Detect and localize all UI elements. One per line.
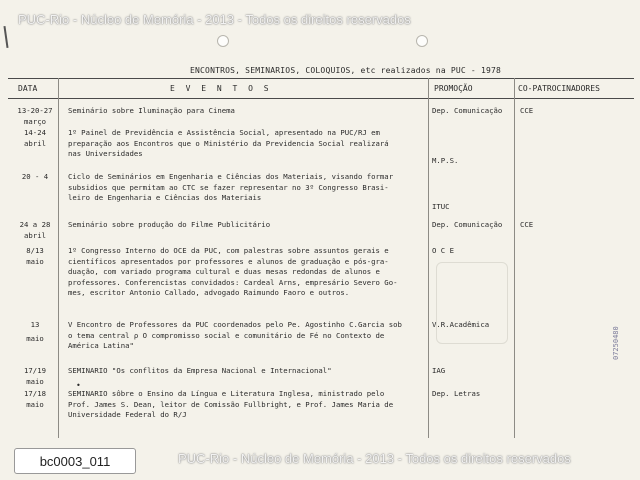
column-divider-promotion: [428, 78, 429, 438]
row-date: 14-24: [24, 128, 46, 137]
row-date: maio: [26, 399, 44, 409]
row-event-line: o tema central ρ O compromisso social e comunitário de Fé no Contexto de: [68, 330, 385, 340]
row-sponsor: CCE: [520, 106, 534, 115]
row-date: maio: [26, 334, 44, 343]
header-top-rule: [8, 78, 634, 79]
document-title: ENCONTROS, SEMINARIOS, COLOQUIOS, etc realizados na PUC - 1978: [190, 66, 502, 75]
punch-hole-right: [416, 35, 428, 47]
row-sponsor: CCE: [520, 220, 534, 229]
watermark-bottom: PUC-Rio - Núcleo de Memória - 2013 - Todos os direitos reservados: [178, 451, 571, 466]
row-promotion: Dep. Letras: [432, 389, 481, 398]
header-promotion: PROMOÇÃO: [434, 84, 473, 93]
row-event-line: nas Universidades: [68, 149, 143, 158]
column-divider-sponsors: [514, 78, 515, 438]
row-event-line: SEMINARIO "Os conflitos da Empresa Nacional e Internacional": [68, 366, 332, 375]
row-promotion: Dep. Comunicação: [432, 106, 503, 115]
row-promotion: V.R.Acadêmica: [432, 320, 490, 329]
row-promotion: Dep. Comunicação: [432, 220, 503, 229]
row-event-line: Universidade Federal do R/J: [68, 410, 187, 419]
row-promotion: O C E: [432, 246, 454, 255]
row-event-line: 1º Congresso Interno do OCE da PUC, com palestras sobre assuntos gerais e: [68, 246, 389, 255]
row-date: 24 a 28: [19, 220, 51, 229]
row-date: 17/18: [24, 389, 46, 398]
row-date: 20 - 4: [21, 172, 49, 181]
row-event-line: professores. Conferencistas convidados: Cardeal Arns, empresário Severo Go-: [68, 277, 398, 287]
row-event-line: SEMINARIO sôbre o Ensino da Língua e Literatura Inglesa, ministrado pelo: [68, 389, 385, 398]
row-date: abril: [24, 230, 46, 240]
punch-hole-left: [217, 35, 229, 47]
row-promotion: IAG: [432, 366, 446, 375]
row-event-line: científicos apresentados por professores e alunos de graduação e pós-gra-: [68, 256, 389, 266]
row-date: 13-20-27: [17, 106, 53, 115]
row-event-line: preparação aos Encontros que o Ministério da Previdencia Social realizará: [68, 138, 389, 148]
pen-mark: [3, 26, 8, 48]
row-date: maio: [26, 256, 44, 266]
row-promotion: M.P.S.: [432, 156, 459, 165]
header-bottom-rule: [8, 98, 634, 99]
row-event-line: Seminário sobre produção do Filme Publicitário: [68, 220, 271, 229]
row-date: maio: [26, 376, 44, 386]
header-events: E V E N T O S: [170, 84, 272, 93]
header-sponsors: CO-PATROCINADORES: [518, 84, 600, 93]
side-stamp-number: 07250480: [612, 326, 620, 360]
row-promotion: ITUC: [432, 202, 450, 211]
row-event-line: Seminário sobre Iluminação para Cinema: [68, 106, 235, 115]
row-event-line: Ciclo de Seminários em Engenharia e Ciências dos Materiais, visando formar: [68, 172, 394, 181]
row-event-line: V Encontro de Professores da PUC coordenados pelo Pe. Agostinho C.Garcia sob: [68, 320, 402, 329]
row-date: 13: [30, 320, 40, 329]
ink-dot: •: [76, 381, 81, 390]
row-event-line: 1º Painel de Previdência e Assistência Social, apresentado na PUC/RJ em: [68, 128, 380, 137]
document-code-label: bc0003_011: [14, 448, 136, 474]
watermark-top: PUC-Rio - Núcleo de Memória - 2013 - Todos os direitos reservados: [18, 12, 411, 27]
row-event-line: América Latina": [68, 341, 134, 350]
row-event-line: leiro de Engenharia e Ciências dos Materiais: [68, 193, 262, 202]
row-date: abril: [24, 138, 46, 148]
row-event-line: duação, com variado programa cultural e duas mesas redondas de alunos e: [68, 267, 380, 276]
header-date: DATA: [18, 84, 38, 93]
row-date: 8/13: [26, 246, 44, 255]
row-event-line: Prof. James S. Dean, leitor de Comissão Fullbright, e Prof. James Maria de: [68, 399, 394, 409]
row-event-line: subsidios que permitam ao CTC se fazer representar no 3º Congresso Brasi-: [68, 182, 389, 192]
faded-stamp: [436, 262, 508, 344]
row-event-line: mes, escritor Antonio Callado, advogado Raimundo Faoro e outros.: [68, 288, 350, 297]
row-date: março: [24, 116, 46, 126]
row-date: 17/19: [24, 366, 46, 375]
